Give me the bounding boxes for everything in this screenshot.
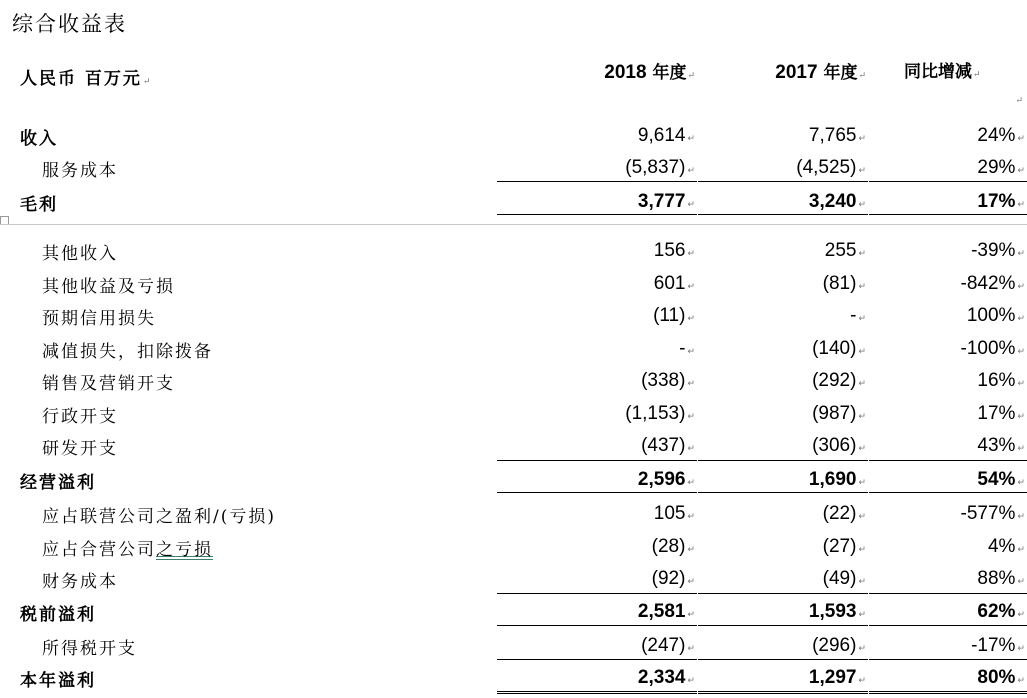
sum-rule <box>869 214 1027 215</box>
table-row <box>0 632 1027 658</box>
sum-rule <box>869 625 1027 626</box>
row-label: 减值损失，扣除拨备 <box>42 342 213 362</box>
total-double-rule <box>497 691 697 694</box>
cell-yoy: -577% ↵ <box>960 503 1025 524</box>
cell-yoy: -100% ↵ <box>960 338 1025 359</box>
cell-2017: 1,297 ↵ <box>808 667 866 688</box>
cell-2018: (5,837) ↵ <box>625 157 695 178</box>
cell-2018: 601 ↵ <box>653 273 695 294</box>
cell-yoy: 24% ↵ <box>977 125 1025 146</box>
table-row <box>0 237 1027 263</box>
row-label: 经营溢利 <box>20 473 96 493</box>
table-row <box>0 664 1027 690</box>
cell-2017: (296) ↵ <box>812 635 866 656</box>
table-row <box>0 270 1027 296</box>
sum-rule <box>698 492 868 493</box>
cell-2018: (11) ↵ <box>653 305 695 326</box>
cell-yoy: -842% ↵ <box>960 273 1025 294</box>
table-row <box>0 302 1027 328</box>
cell-yoy: -17% ↵ <box>971 635 1025 656</box>
sum-rule <box>497 659 697 660</box>
table-row <box>0 432 1027 458</box>
cell-yoy: 62% ↵ <box>977 601 1025 622</box>
table-row <box>0 367 1027 393</box>
sum-rule <box>497 181 697 182</box>
cell-2017: (27) ↵ <box>822 536 866 557</box>
row-label: 行政开支 <box>42 407 118 427</box>
row-label: 其他收益及亏损 <box>42 277 175 297</box>
currency-label: 人民币 百万元 <box>20 69 142 89</box>
row-label: 收入 <box>20 129 58 149</box>
cell-2017: (306) ↵ <box>812 435 866 456</box>
cell-2017: (987) ↵ <box>812 403 866 424</box>
cell-yoy: 29% ↵ <box>977 157 1025 178</box>
cell-yoy: 16% ↵ <box>977 370 1025 391</box>
page-divider <box>0 224 1027 225</box>
sum-rule <box>869 659 1027 660</box>
cell-2017: - ↵ <box>850 305 866 326</box>
sum-rule <box>698 659 868 660</box>
cell-yoy: 54% ↵ <box>977 469 1025 490</box>
row-label: 应占联营公司之盈利/(亏损) <box>42 507 276 527</box>
cell-2018: 105 ↵ <box>653 503 695 524</box>
cell-2017: 1,593 ↵ <box>808 601 866 622</box>
sum-rule <box>698 181 868 182</box>
row-label: 预期信用损失 <box>42 309 156 329</box>
cell-2018: (437) ↵ <box>641 435 695 456</box>
sum-rule <box>497 625 697 626</box>
table-row <box>0 400 1027 426</box>
sum-rule <box>698 214 868 215</box>
row-label: 销售及营销开支 <box>42 374 175 394</box>
sum-rule <box>698 460 868 461</box>
header-2018-suffix: 年度 <box>646 63 687 83</box>
paragraph-mark: ↵ <box>1015 96 1023 106</box>
cell-yoy: 17% ↵ <box>977 191 1025 212</box>
cell-2018: (92) ↵ <box>651 568 695 589</box>
cell-2018: (247) ↵ <box>641 635 695 656</box>
cell-2018: (1,153) ↵ <box>625 403 695 424</box>
cell-yoy: 43% ↵ <box>977 435 1025 456</box>
header-yoy-label: 同比增减 <box>904 62 972 82</box>
header-2017: 2017 年度↵ <box>775 62 866 83</box>
cell-2018: (28) ↵ <box>651 536 695 557</box>
total-double-rule <box>698 691 868 694</box>
cell-yoy: 88% ↵ <box>977 568 1025 589</box>
cell-2017: (292) ↵ <box>812 370 866 391</box>
row-label: 税前溢利 <box>20 605 96 625</box>
cell-yoy: 4% ↵ <box>987 536 1025 557</box>
header-2017-year: 2017 <box>775 62 818 83</box>
cell-yoy: -39% ↵ <box>971 240 1025 261</box>
cell-yoy: 100% ↵ <box>966 305 1025 326</box>
sum-rule <box>869 181 1027 182</box>
grammar-check-underline: 之亏损 <box>156 540 213 560</box>
cell-2018: 2,581 ↵ <box>637 601 695 622</box>
cell-2018: - ↵ <box>679 338 695 359</box>
row-label: 应占合营公司之亏损 <box>42 540 213 560</box>
sum-rule <box>698 593 868 594</box>
cell-2017: (49) ↵ <box>822 568 866 589</box>
row-label: 所得税开支 <box>42 639 137 659</box>
table-row <box>0 500 1027 526</box>
table-row <box>0 565 1027 591</box>
sum-rule <box>869 460 1027 461</box>
sum-rule <box>698 625 868 626</box>
sum-rule <box>497 460 697 461</box>
sum-rule <box>497 593 697 594</box>
table-row <box>0 154 1027 180</box>
cell-2018: 2,596 ↵ <box>637 469 695 490</box>
cell-2017: 7,765 ↵ <box>808 125 866 146</box>
cell-2018: 2,334 ↵ <box>637 667 695 688</box>
cell-2017: 255 ↵ <box>824 240 866 261</box>
sum-rule <box>497 214 697 215</box>
table-row <box>0 533 1027 559</box>
cell-2018: 3,777 ↵ <box>637 191 695 212</box>
table-row <box>0 466 1027 492</box>
row-label: 财务成本 <box>42 572 118 592</box>
table-row <box>0 122 1027 148</box>
header-2018: 2018 年度↵ <box>604 62 695 83</box>
cell-yoy: 80% ↵ <box>977 667 1025 688</box>
sum-rule <box>497 492 697 493</box>
cell-2017: (81) ↵ <box>822 273 866 294</box>
sum-rule <box>869 593 1027 594</box>
cell-2018: 156 ↵ <box>653 240 695 261</box>
cell-2017: (140) ↵ <box>812 338 866 359</box>
total-double-rule <box>869 691 1027 694</box>
header-2018-year: 2018 <box>604 62 647 83</box>
row-label: 服务成本 <box>42 161 118 181</box>
cell-yoy: 17% ↵ <box>977 403 1025 424</box>
row-label: 其他收入 <box>42 244 118 264</box>
row-label: 毛利 <box>20 195 58 215</box>
cell-2017: 1,690 ↵ <box>808 469 866 490</box>
cell-2017: 3,240 ↵ <box>808 191 866 212</box>
header-2017-suffix: 年度 <box>817 63 858 83</box>
table-row <box>0 188 1027 214</box>
table-row <box>0 335 1027 361</box>
cell-2017: (22) ↵ <box>822 503 866 524</box>
cell-2018: (338) ↵ <box>641 370 695 391</box>
table-row <box>0 598 1027 624</box>
sum-rule <box>869 492 1027 493</box>
header-currency: 人民币 百万元↵ <box>20 69 153 89</box>
row-label: 研发开支 <box>42 439 118 459</box>
cell-2017: (4,525) ↵ <box>796 157 866 178</box>
document-title: 综合收益表 <box>12 12 127 36</box>
header-yoy: 同比增减↵ <box>904 62 981 82</box>
row-label: 本年溢利 <box>20 671 96 691</box>
cell-2018: 9,614 ↵ <box>637 125 695 146</box>
